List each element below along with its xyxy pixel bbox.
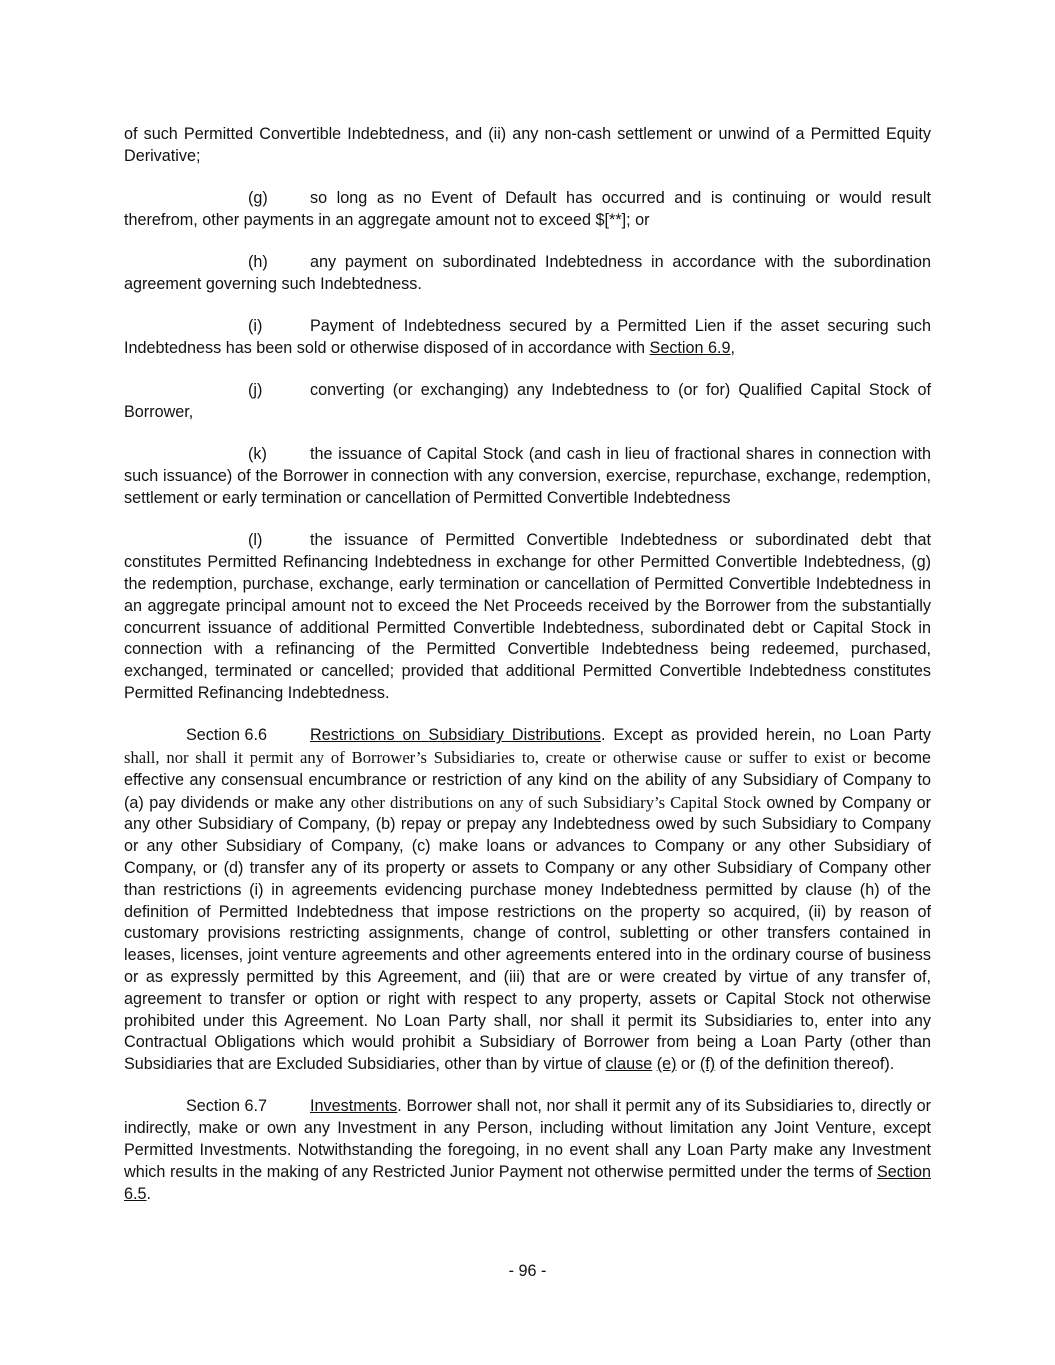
clause-h <box>124 252 931 296</box>
clause-label: (h) <box>248 253 268 272</box>
section-number: Section 6.7 <box>186 1097 267 1116</box>
clause-i <box>124 316 931 360</box>
section-number: Section 6.6 <box>186 726 267 745</box>
clause-j <box>124 380 931 424</box>
or-connector: or <box>676 1055 700 1074</box>
clause-label: (g) <box>248 189 268 208</box>
section-6-5-reference: Section 6.5 <box>124 1162 931 1203</box>
document-page <box>124 124 931 1205</box>
section-body-2: owned by Company or any other Subsidiary of Company, (b) repay or prepay any Indebtedness owed by such Subsidiary to Company or any other Subsidiary of Company, (c) make loans or advances to Company or any other Subsidiary of Company, or (d) transfer any of its property or assets to Company or any other Subsidiary of Company other than restrictions (i) in agreements evidencing purchase money Indebtedness permitted by clause (h) of the definition of Permitted Indebtedness that impose restrictions on the property so acquired, (ii) by reason of customary provisions restricting assignments, change of control, subletting or other transfers contained in leases, licenses, joint venture agreements and other agreements entered into in the ordinary course of business or as expressly permitted by this Agreement, and (iii) that are or were created by virtue of any transfer of, agreement to transfer or option or right with respect to any property, assets or Capital Stock not otherwise prohibited under this Agreement. No Loan Party shall, nor shall it permit its Subsidiaries to, enter into any Contractual Obligations which would prohibit a Subsidiary of Borrower from being a Loan Party (other than Subsidiaries that are Excluded Subsidiaries, other than by virtue of <box>124 793 932 1074</box>
clause-reference: clause <box>605 1055 653 1074</box>
clause-label: (i) <box>248 317 263 336</box>
clause-label: (k) <box>248 445 267 464</box>
clause-text: any payment on subordinated Indebtedness in accordance with the subordination agreement governing such Indebtedness. <box>124 253 931 293</box>
clause-text: Payment of Indebtedness secured by a Permitted Lien if the asset securing such Indebtedness has been sold or otherwise disposed of in accordance with <box>124 317 931 358</box>
section-tail: . <box>146 1184 152 1203</box>
clause-text-tail: , <box>730 339 736 358</box>
section-body: . Borrower shall not, nor shall it permit any of its Subsidiaries to, directly or indirectly, make or own any Investment in any Person, including without limitation any Joint Venture, except Permitted Investments. Notwithstanding the foregoing, in no event shall any Loan Party make any Investment which results in the making of any Restricted Junior Payment not otherwise permitted under the terms of <box>124 1097 931 1181</box>
clause-text: the issuance of Permitted Convertible Indebtedness or subordinated debt that constitutes Permitted Refinancing Indebtedness in exchange for other Permitted Convertible Indebtedness, (g) the redemption, purchase, exchange, early termination or cancellation of Permitted Convertible Indebtedness in an aggregate principal amount not to exceed the Net Proceeds received by the Borrower from the substantially concurrent issuance of additional Permitted Convertible Indebtedness, subordinated debt or Capital Stock in connection with a refinancing of the Permitted Convertible Indebtedness being redeemed, purchased, exchanged, terminated or cancelled; provided that additional Permitted Convertible Indebtedness constitutes Permitted Refinancing Indebtedness. <box>124 531 931 702</box>
section-tail: of the definition thereof). <box>715 1055 895 1074</box>
clause-e-reference: (e) <box>656 1055 677 1074</box>
clause-label: (j) <box>248 381 263 400</box>
section-6-9-reference: Section 6.9 <box>649 339 731 358</box>
section-body-serif-2: other distributions on any of such Subsidiary’s Capital Stock <box>350 792 761 812</box>
section-6-6 <box>124 725 931 1076</box>
page-number: - 96 - <box>508 1262 547 1280</box>
clause-f-reference: (f) <box>699 1055 716 1074</box>
clause-k <box>124 444 931 509</box>
intro-paragraph: of such Permitted Convertible Indebtedness, and (ii) any non-cash settlement or unwind of a Permitted Equity Derivative; <box>124 125 931 165</box>
section-title: Investments <box>310 1097 398 1116</box>
section-title: Restrictions on Subsidiary Distributions <box>310 726 601 745</box>
clause-text: the issuance of Capital Stock (and cash in lieu of fractional shares in connection with such issuance) of the Borrower in connection with any conversion, exercise, repurchase, exchange, redemption, settlement or early termination or cancellation of Permitted Convertible Indebtedness <box>124 445 931 508</box>
clause-text: converting (or exchanging) any Indebtedness to (or for) Qualified Capital Stock of Borrower, <box>124 381 931 422</box>
section-6-7 <box>124 1096 931 1205</box>
clause-l <box>124 530 931 704</box>
clause-label: (l) <box>248 531 263 550</box>
section-body-serif-1: shall, nor shall it permit any of Borrower’s Subsidiaries to, create or otherwise cause or suffer to exist or <box>124 748 867 768</box>
section-lead: . Except as provided herein, no Loan Party <box>601 726 931 745</box>
clause-g <box>124 188 931 232</box>
clause-text: so long as no Event of Default has occurred and is continuing or would result therefrom, other payments in an aggregate amount not to exceed $[**]; or <box>124 189 931 229</box>
section-body-1: become effective any consensual encumbrance or restriction of any kind on the ability of any Subsidiary of Company to (a) pay dividends or make any <box>124 749 931 812</box>
